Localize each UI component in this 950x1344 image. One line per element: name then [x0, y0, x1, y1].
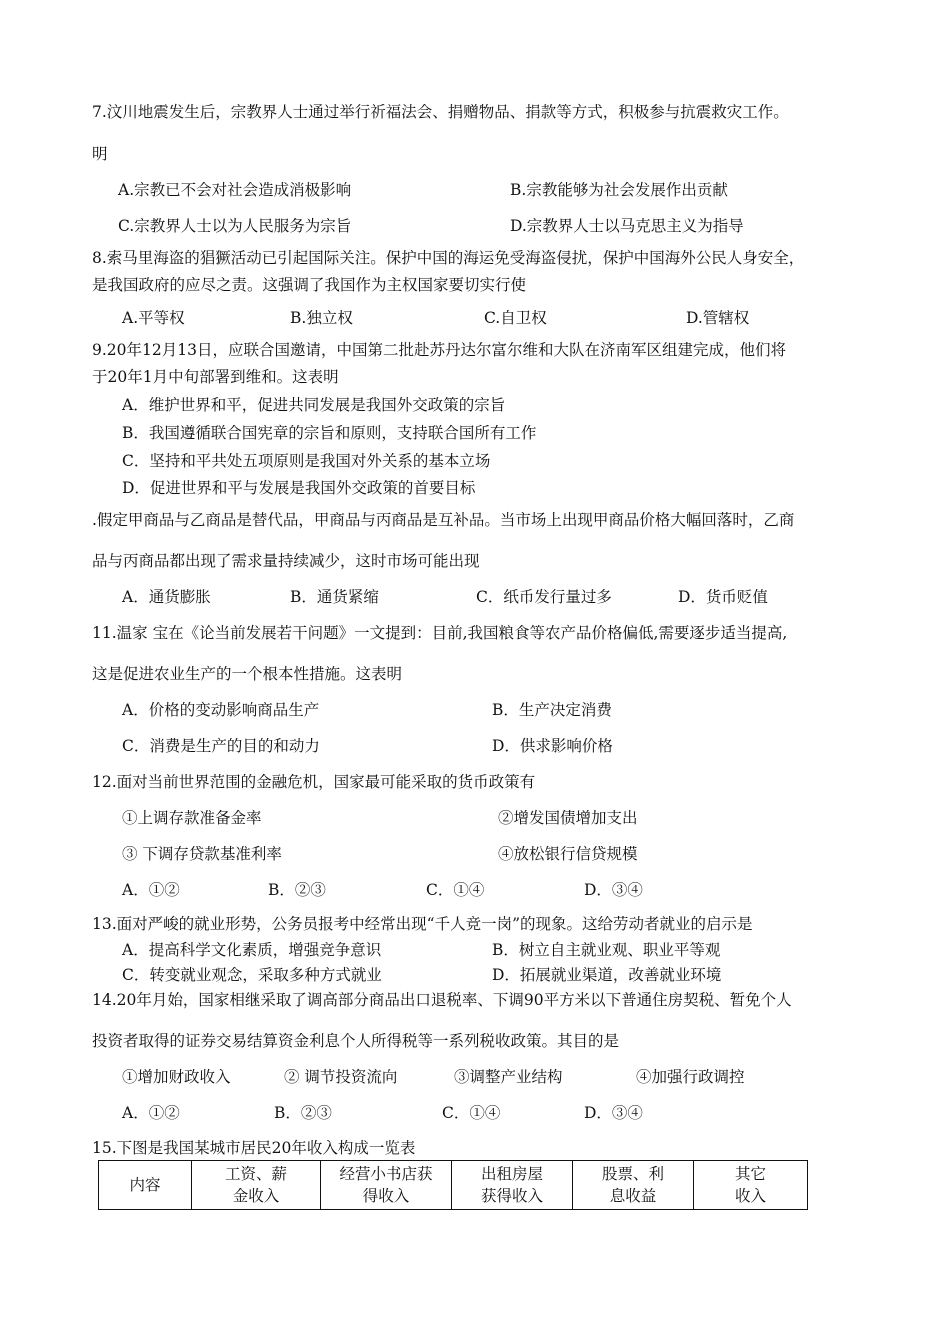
q9-stem-cont: 于20年1月中旬部署到维和。这表明	[92, 368, 339, 386]
col-line: 经营小书店获	[339, 1165, 433, 1183]
col-line: 股票、利	[601, 1165, 664, 1183]
q10-option-a: A．通货膨胀	[122, 588, 211, 606]
col-line: 收入	[734, 1187, 766, 1205]
q14-stem: 14.20年月始，国家相继采取了调高部分商品出口退税率、下调90平方米以下普通住房契税、暂免个人	[92, 991, 792, 1009]
q12-item-2: ②增发国债增加支出	[498, 809, 638, 827]
table-row	[99, 1161, 808, 1210]
q15-stem: 15.下图是我国某城市居民20年收入构成一览表	[92, 1139, 416, 1157]
q10-stem-cont: 品与丙商品都出现了需求量持续减少，这时市场可能出现	[92, 552, 480, 570]
q12-item-1: ①上调存款准备金率	[122, 809, 262, 827]
col-line: 其它	[734, 1165, 766, 1183]
q11-stem-cont: 这是促进农业生产的一个根本性措施。这表明	[92, 665, 403, 683]
q14-item-2: ② 调节投资流向	[284, 1068, 398, 1086]
col-line: 得收入	[362, 1187, 410, 1205]
q7-option-b: B.宗教能够为社会发展作出贡献	[510, 181, 728, 199]
col-line: 出租房屋	[480, 1165, 543, 1183]
q14-option-b: B．②③	[274, 1104, 332, 1122]
q7-stem: 7.汶川地震发生后，宗教界人士通过举行祈福法会、捐赠物品、捐款等方式，积极参与抗震救灾工作。	[92, 103, 789, 121]
table-col-cell	[192, 1161, 321, 1210]
q9-stem: 9.20年12月13日，应联合国邀请，中国第二批赴苏丹达尔富尔维和大队在济南军区组建完成，他们将	[92, 341, 786, 359]
q7-option-a: A.宗教已不会对社会造成消极影响	[118, 181, 352, 199]
table-head-cell: 内容	[99, 1161, 192, 1210]
q11-option-d: D．供求影响价格	[492, 737, 613, 755]
q9-option-c: C．坚持和平共处五项原则是我国对外关系的基本立场	[122, 452, 491, 470]
q14-option-a: A．①②	[122, 1104, 180, 1122]
col-line: 获得收入	[480, 1187, 543, 1205]
col-line: 金收入	[232, 1187, 280, 1205]
q12-item-3: ③ 下调存贷款基准利率	[122, 845, 282, 863]
q13-option-d: D．拓展就业渠道，改善就业环境	[492, 966, 722, 984]
table-col-cell	[321, 1161, 452, 1210]
q9-option-a: A．维护世界和平，促进共同发展是我国外交政策的宗旨	[122, 396, 506, 414]
table-col-cell	[694, 1161, 808, 1210]
q11-option-a: A．价格的变动影响商品生产	[122, 701, 320, 719]
q10-option-c: C．纸币发行量过多	[476, 588, 612, 606]
q12-option-d: D．③④	[584, 881, 643, 899]
q13-option-b: B．树立自主就业观、职业平等观	[492, 941, 721, 959]
q12-option-b: B．②③	[268, 881, 326, 899]
income-table	[98, 1160, 808, 1210]
q9-option-b: B．我国遵循联合国宪章的宗旨和原则，支持联合国所有工作	[122, 424, 537, 442]
col-line: 息收益	[609, 1187, 657, 1205]
q10-stem: .假定甲商品与乙商品是替代品，甲商品与丙商品是互补品。当市场上出现甲商品价格大幅回落时，乙商	[92, 511, 795, 529]
q11-option-c: C．消费是生产的目的和动力	[122, 737, 320, 755]
q12-option-c: C．①④	[426, 881, 485, 899]
q14-option-c: C．①④	[442, 1104, 501, 1122]
q7-stem-cont: 明	[92, 145, 108, 163]
q8-option-b: B.独立权	[290, 309, 353, 327]
q11-option-b: B．生产决定消费	[492, 701, 612, 719]
q12-option-a: A．①②	[122, 881, 180, 899]
q14-item-4: ④加强行政调控	[636, 1068, 745, 1086]
q7-option-d: D.宗教界人士以马克思主义为指导	[510, 217, 744, 235]
q8-option-d: D.管辖权	[686, 309, 750, 327]
col-line: 工资、薪	[224, 1165, 287, 1183]
q7-option-c: C.宗教界人士以为人民服务为宗旨	[118, 217, 352, 235]
q8-option-a: A.平等权	[122, 309, 185, 327]
q14-item-1: ①增加财政收入	[122, 1068, 231, 1086]
q10-option-d: D．货币贬值	[678, 588, 768, 606]
table-col-cell	[573, 1161, 694, 1210]
q14-option-d: D．③④	[584, 1104, 643, 1122]
q8-stem: 8.索马里海盗的猖獗活动已引起国际关注。保护中国的海运免受海盗侵扰，保护中国海外公民人身安全，	[92, 249, 805, 267]
q8-option-c: C.自卫权	[484, 309, 547, 327]
table-col-cell	[452, 1161, 573, 1210]
q13-stem: 13.面对严峻的就业形势，公务员报考中经常出现“千人竞一岗”的现象。这给劳动者就业的启示是	[92, 915, 753, 933]
q11-stem: 11.温家 宝在《论当前发展若干问题》一文提到：目前,我国粮食等农产品价格偏低,需要逐步适当提高,	[92, 624, 788, 642]
q13-option-a: A．提高科学文化素质，增强竞争意识	[122, 941, 382, 959]
q12-stem: 12.面对当前世界范围的金融危机，国家最可能采取的货币政策有	[92, 773, 536, 791]
q9-option-d: D．促进世界和平与发展是我国外交政策的首要目标	[122, 479, 476, 497]
q14-item-3: ③调整产业结构	[454, 1068, 563, 1086]
q13-option-c: C．转变就业观念，采取多种方式就业	[122, 966, 382, 984]
q12-item-4: ④放松银行信贷规模	[498, 845, 638, 863]
q8-stem-cont: 是我国政府的应尽之责。这强调了我国作为主权国家要切实行使	[92, 276, 527, 294]
q10-option-b: B．通货紧缩	[290, 588, 379, 606]
q14-stem-cont: 投资者取得的证券交易结算资金利息个人所得税等一系列税收政策。其目的是	[92, 1032, 620, 1050]
